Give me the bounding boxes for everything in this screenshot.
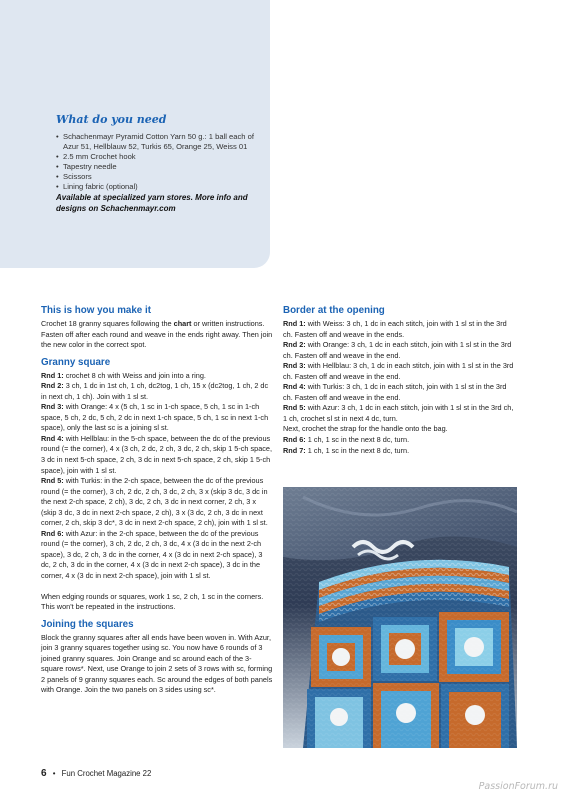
crochet-bag-photo [283,487,517,748]
materials-item: • 2.5 mm Crochet hook [56,152,268,162]
round-instruction: Rnd 5: with Turkis: in the 2-ch space, between the dc of the previous round (= the corner), 3 ch, 2 dc, 2 ch, 3 dc, 2 ch, 3 x (skip 3 dc, 3 dc in the next 2-ch space, 2 ch), 3 dc, 2 ch, 3 dc in next corner, 2 ch, 3 x (skip 3 dc, 3 dc in next 2-ch space, 2 ch), 3 x (3 dc, 2 ch, 3 dc in next corner, 2 ch, skip 3 dc*, 3 dc in next 2-ch space, 2 ch), join with 1 sl st. [41,476,268,528]
granny-square-heading: Granny square [41,356,111,368]
page-footer [41,768,151,779]
joining-paragraph: Block the granny squares after all ends have been woven in. With Azur, join 3 granny squares together using sc. You now have 6 rounds of 3 joined granny squares. Join Orange and sc around each of the 3-square rows*. Next, use Orange to join 2 sets of 3 rows with sc, forming 2 panels of 9 granny squares each. Sc around the edges of both panels with Orange. Join the two panels on 3 sides using sc*. [41,632,273,695]
section-heading: This is how you make it [41,305,151,316]
round-instruction: Rnd 2: with Orange: 3 ch, 1 dc in each stitch, join with 1 sl st in the 3rd ch. Fasten off and weave in the end. [283,340,512,360]
footer-bullet: • [52,769,56,778]
edging-note: When edging rounds or squares, work 1 sc, 2 ch, 1 sc in the corners. This won't be repeated in the instructions. [41,591,264,612]
instructions-column-right [283,305,515,456]
materials-list [56,132,268,192]
round-instruction: Rnd 4: with Hellblau: in the 5-ch space, between the dc of the previous round (= the corner), 4 x (3 ch, 2 dc, 2 ch, 3 dc, 2 ch, skip 1 5-ch space, 3 dc in next 5-ch space, 2 ch, 3 dc in next 5-ch space, 2 ch, skip 1 5-ch space), join with 1 sl st. [41,433,272,475]
joining-heading: Joining the squares [41,618,134,630]
round-instruction: Rnd 5: with Azur: 3 ch, 1 dc in each stitch, join with 1 sl st in the 3rd ch, 1 ch, crochet sl st in next 4 dc, turn. [283,403,514,423]
instructions-column-left [41,305,273,696]
round-instruction: Rnd 3: with Orange: 4 x (5 ch, 1 sc in 1-ch space, 5 ch, 1 sc in 1-ch space, 5 ch, 2 dc, 5 ch, 2 dc in next 1-ch space, 5 ch, 1 sc in next 1-ch space), only the last sc is a joining sl st. [41,402,269,433]
round-instruction: Rnd 1: crochet 8 ch with Weiss and join into a ring. [41,370,206,380]
page-number: 6 [41,768,47,779]
availability-note: Available at specialized yarn stores. More info and designs on Schachenmayr.com [56,193,248,213]
round-instruction: Rnd 2: 3 ch, 1 dc in 1st ch, 1 ch, dc2tog, 1 ch, 15 x (dc2tog, 1 ch, 2 dc in next ch, 1 ch). Join with 1 sl st. [41,381,269,401]
materials-item: • Tapestry needle [56,162,268,172]
round-instruction: Rnd 1: with Weiss: 3 ch, 1 dc in each stitch, join with 1 sl st in the 3rd ch. Fasten off and weave in the ends. [283,319,507,339]
round-instruction: Rnd 7: 1 ch, 1 sc in the next 8 dc, turn. [283,445,410,455]
materials-item: • Schachenmayr Pyramid Cotton Yarn 50 g.: 1 ball each of Azur 51, Hellblauw 52, Turkis 65, Orange 25, Weiss 01 [56,132,268,152]
strap-note: Next, crochet the strap for the handle onto the bag. [283,424,448,434]
materials-item: • Scissors [56,172,268,182]
round-instruction: Rnd 4: with Turkis: 3 ch, 1 dc in each stitch, join with 1 sl st in the 3rd ch. Fasten off and weave in the end. [283,382,507,402]
intro-paragraph: Crochet 18 granny squares following the chart or written instructions. Fasten off after each round and weave in the ends right away. Then join the new color in the correct spot. [41,319,273,350]
round-instruction: Rnd 6: 1 ch, 1 sc in the next 8 dc, turn. [283,435,410,445]
materials-box [0,0,270,268]
border-heading: Border at the opening [283,305,385,316]
watermark: PassionForum.ru [478,781,558,792]
round-instruction: Rnd 6: with Azur: in the 2-ch space, between the dc of the previous round (= the corner), 3 ch, 2 dc, 2 ch, 3 dc, 4 x (3 dc in the next 2-ch space), 3 dc, 2 ch, 3 dc in the corner, 4 x (3 dc in next 2-ch space), 3 dc, 2 ch, 3 dc in the corner, 4 x (3 dc in next 2-ch space), 3 dc in the corner, 4 x (3 dc in next 2-ch space), join with 1 sl st. [41,528,263,581]
round-instruction: Rnd 3: with Hellblau: 3 ch, 1 dc in each stitch, join with 1 sl st in the 3rd ch. Fasten off and weave in the end. [283,361,514,381]
chart-link: chart [173,319,192,328]
materials-item: • Lining fabric (optional) [56,182,268,192]
materials-title: What do you need [56,113,167,126]
magazine-name: Fun Crochet Magazine 22 [61,769,152,778]
